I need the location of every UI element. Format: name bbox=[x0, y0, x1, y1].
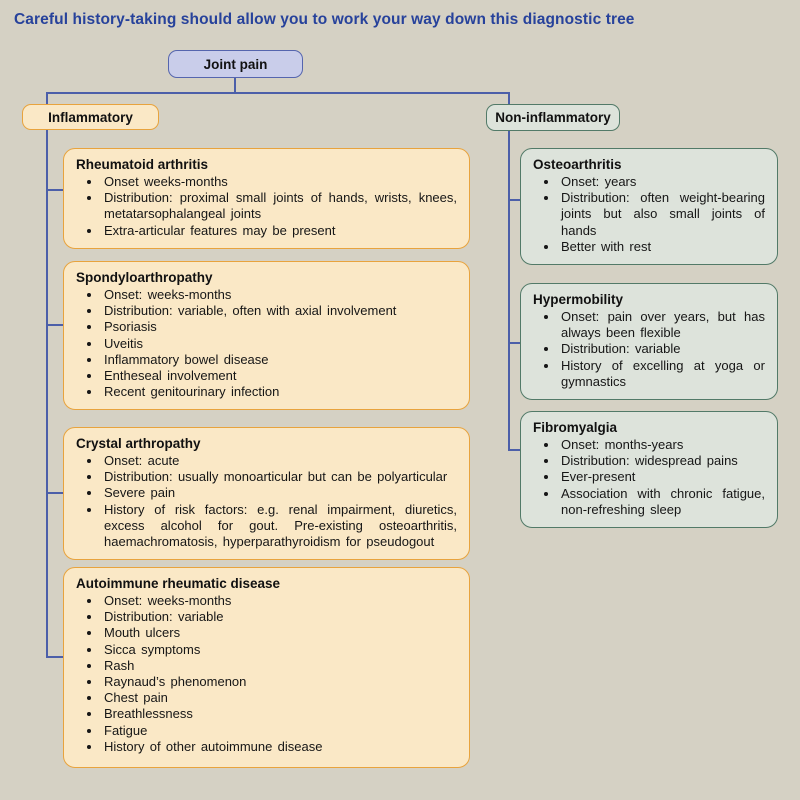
bullet-item: • Onset: weeks-months bbox=[102, 287, 457, 303]
card-title: Rheumatoid arthritis bbox=[76, 157, 209, 172]
bullet-item: • Onset weeks-months bbox=[102, 174, 457, 190]
connector-left-rail bbox=[46, 92, 48, 658]
bullet-item: • Recent genitourinary infection bbox=[102, 384, 457, 400]
bullet-item: • Chest pain bbox=[102, 690, 457, 706]
card-title: Autoimmune rheumatic disease bbox=[76, 576, 281, 591]
bullet-item: • Ever-present bbox=[559, 469, 765, 485]
bullet-item: • Onset: acute bbox=[102, 453, 457, 469]
bullet-item: • Raynaud’s phenomenon bbox=[102, 674, 457, 690]
bullet-list bbox=[533, 174, 765, 255]
bullet-item: • Distribution: variable bbox=[559, 341, 765, 357]
bullet-item: • Onset: months-years bbox=[559, 437, 765, 453]
bullet-item: • Breathlessness bbox=[102, 706, 457, 722]
card-hypermobility bbox=[520, 283, 778, 400]
card-title: Osteoarthritis bbox=[533, 157, 622, 172]
node-non-inflammatory bbox=[486, 104, 620, 131]
bullet-list bbox=[76, 287, 457, 400]
node-non-inflammatory-label: Non-inflammatory bbox=[495, 110, 611, 125]
card-autoimmune-rheumatic-disease bbox=[63, 567, 470, 768]
bullet-item: • History of risk factors: e.g. renal impairment, diuretics, excess alcohol for gout. Pre-existing osteoarthritis, haemachromatosis, hyperparathyroidism for pseudogout bbox=[102, 502, 457, 551]
card-title: Fibromyalgia bbox=[533, 420, 618, 435]
figure-title: Careful history-taking should allow you to work your way down this diagnostic tree bbox=[14, 11, 635, 28]
connector-top-horizontal bbox=[46, 92, 509, 94]
bullet-item: • Distribution: variable, often with axial involvement bbox=[102, 303, 457, 319]
bullet-item: • Onset: years bbox=[559, 174, 765, 190]
bullet-item: • Distribution: often weight-bearing joints but also small joints of hands bbox=[559, 190, 765, 239]
node-inflammatory-label: Inflammatory bbox=[48, 109, 133, 125]
connector-right-rail bbox=[508, 92, 510, 451]
bullet-item: • Psoriasis bbox=[102, 319, 457, 335]
bullet-item: • History of excelling at yoga or gymnastics bbox=[559, 358, 765, 390]
bullet-list bbox=[76, 174, 457, 239]
node-joint-pain bbox=[168, 50, 303, 78]
bullet-list bbox=[76, 453, 457, 550]
bullet-item: • History of other autoimmune disease bbox=[102, 739, 457, 755]
bullet-item: • Entheseal involvement bbox=[102, 368, 457, 384]
bullet-item: • Distribution: proximal small joints of hands, wrists, knees, metatarsophalangeal joints bbox=[102, 190, 457, 222]
bullet-item: • Severe pain bbox=[102, 485, 457, 501]
node-joint-pain-label: Joint pain bbox=[203, 56, 268, 72]
card-title: Spondyloarthropathy bbox=[76, 270, 213, 285]
card-spondyloarthropathy bbox=[63, 261, 470, 410]
card-fibromyalgia bbox=[520, 411, 778, 528]
bullet-item: • Mouth ulcers bbox=[102, 625, 457, 641]
bullet-list bbox=[533, 309, 765, 390]
card-title: Crystal arthropathy bbox=[76, 436, 201, 451]
bullet-item: • Onset: weeks-months bbox=[102, 593, 457, 609]
bullet-item: • Extra-articular features may be present bbox=[102, 223, 457, 239]
bullet-item: • Inflammatory bowel disease bbox=[102, 352, 457, 368]
card-title: Hypermobility bbox=[533, 292, 624, 307]
bullet-item: • Fatigue bbox=[102, 723, 457, 739]
bullet-item: • Distribution: widespread pains bbox=[559, 453, 765, 469]
bullet-item: • Onset: pain over years, but has always been flexible bbox=[559, 309, 765, 341]
card-osteoarthritis bbox=[520, 148, 778, 265]
connector-root-vertical bbox=[234, 78, 236, 93]
bullet-item: • Distribution: usually monoarticular but can be polyarticular bbox=[102, 469, 457, 485]
node-inflammatory bbox=[22, 104, 159, 130]
bullet-item: • Association with chronic fatigue, non-refreshing sleep bbox=[559, 486, 765, 518]
bullet-list bbox=[533, 437, 765, 518]
bullet-item: • Uveitis bbox=[102, 336, 457, 352]
bullet-item: • Rash bbox=[102, 658, 457, 674]
bullet-item: • Distribution: variable bbox=[102, 609, 457, 625]
card-crystal-arthropathy bbox=[63, 427, 470, 560]
bullet-item: • Better with rest bbox=[559, 239, 765, 255]
card-rheumatoid-arthritis bbox=[63, 148, 470, 249]
bullet-list bbox=[76, 593, 457, 755]
bullet-item: • Sicca symptoms bbox=[102, 642, 457, 658]
